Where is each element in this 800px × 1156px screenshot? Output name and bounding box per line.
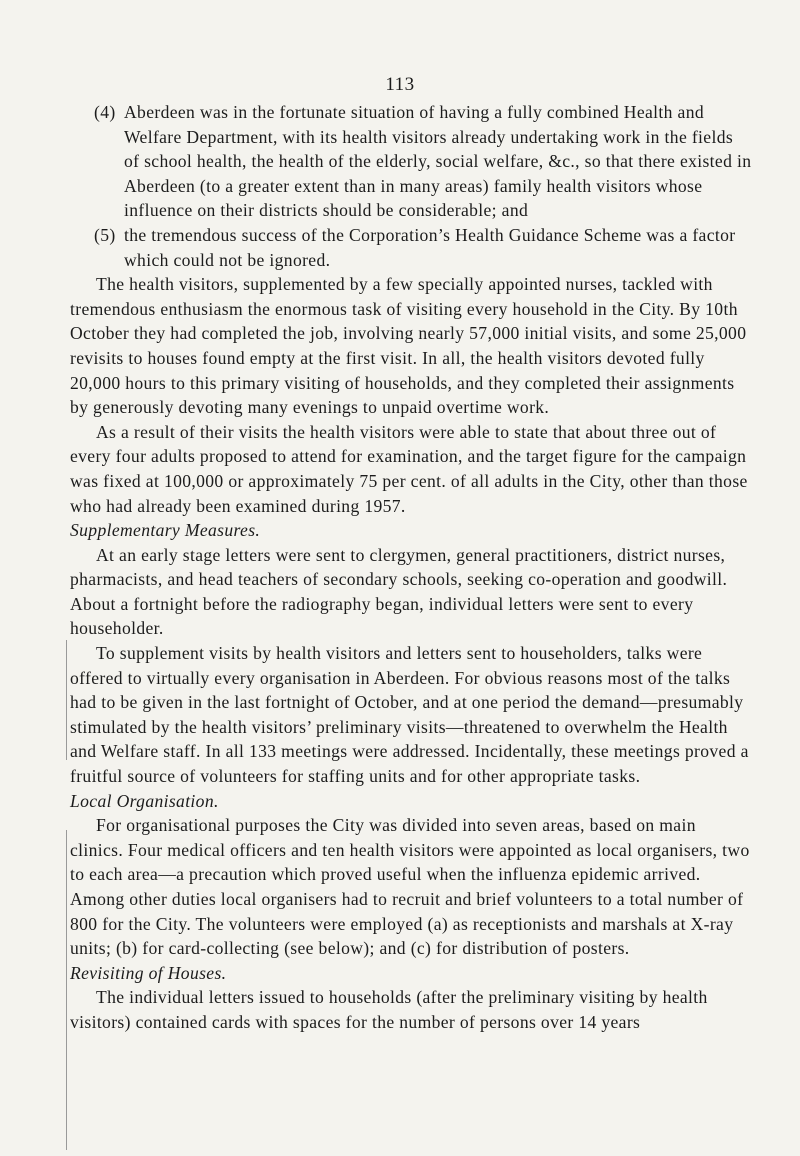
page-number: 113 (385, 74, 415, 95)
paragraph: The individual letters issued to households (after the preliminary visiting by health visitors) contained cards with spaces for the number of persons over 14 years (70, 987, 708, 1032)
paragraph: At an early stage letters were sent to clergymen, general practitioners, district nurses, pharmacists, and head teachers of secondary schools, seeking co-operation and goodwill. About a fortnight before the radiography began, individual letters were sent to every householder. (70, 544, 728, 639)
list-item (70, 223, 752, 272)
section-heading: Local Organisation. (70, 790, 219, 811)
list-item-number: (5) (94, 224, 116, 245)
section-heading: Revisiting of Houses. (70, 962, 227, 983)
list-item (70, 100, 752, 223)
scan-margin-line (66, 640, 67, 760)
list-item-text: the tremendous success of the Corporation’s Health Guidance Scheme was a factor which could not be ignored. (124, 224, 736, 270)
paragraph: For organisational purposes the City was divided into seven areas, based on main clinics. Four medical officers and ten health visitors were appointed as local organisers, two to each area—a precaution which proved useful when the influenza epidemic arrived. Among other duties local organisers had to recruit and brief volunteers to a total number of 800 for the City. The volunteers were employed (a) as receptionists and marshals at X-ray units; (b) for card-collecting (see below); and (c) for distribution of posters. (70, 815, 750, 959)
list-item-text: Aberdeen was in the fortunate situation of having a fully combined Health and Welfare Department, with its health visitors already undertaking work in the fields of school health, the health of the elderly, social welfare, &c., so that there existed in Aberdeen (to a greater extent than in many areas) family health visitors whose influence on their districts should be considerable; and (124, 102, 752, 221)
section-heading: Supplementary Measures. (70, 520, 261, 541)
paragraph: As a result of their visits the health visitors were able to state that about three out of every four adults proposed to attend for examination, and the target figure for the campaign was fixed at 100,000 or approximately 75 per cent. of all adults in the City, other than those who had already been examined during 1957. (70, 421, 748, 516)
paragraph: To supplement visits by health visitors and letters sent to householders, talks were offered to virtually every organisation in Aberdeen. For obvious reasons most of the talks had to be given in the last fortnight of October, and at one period the demand—presumably stimulated by the health visitors’ preliminary visits—threatened to overwhelm the Health and Welfare staff. In all 133 meetings were addressed. Incidentally, these meetings proved a fruitful source of volunteers for staffing units and for other appropriate tasks. (70, 643, 749, 787)
list-item-number: (4) (94, 102, 116, 122)
scan-margin-line (66, 830, 67, 1150)
paragraph: The health visitors, supplemented by a few specially appointed nurses, tackled with tremendous enthusiasm the enormous task of visiting every household in the City. By 10th October they had completed the job, involving nearly 57,000 initial visits, and some 25,000 revisits to houses found empty at the first visit. In all, the health visitors devoted fully 20,000 hours to this primary visiting of households, and they completed their assignments by generously devoting many evenings to unpaid overtime work. (70, 274, 747, 418)
body-text (70, 100, 752, 1035)
